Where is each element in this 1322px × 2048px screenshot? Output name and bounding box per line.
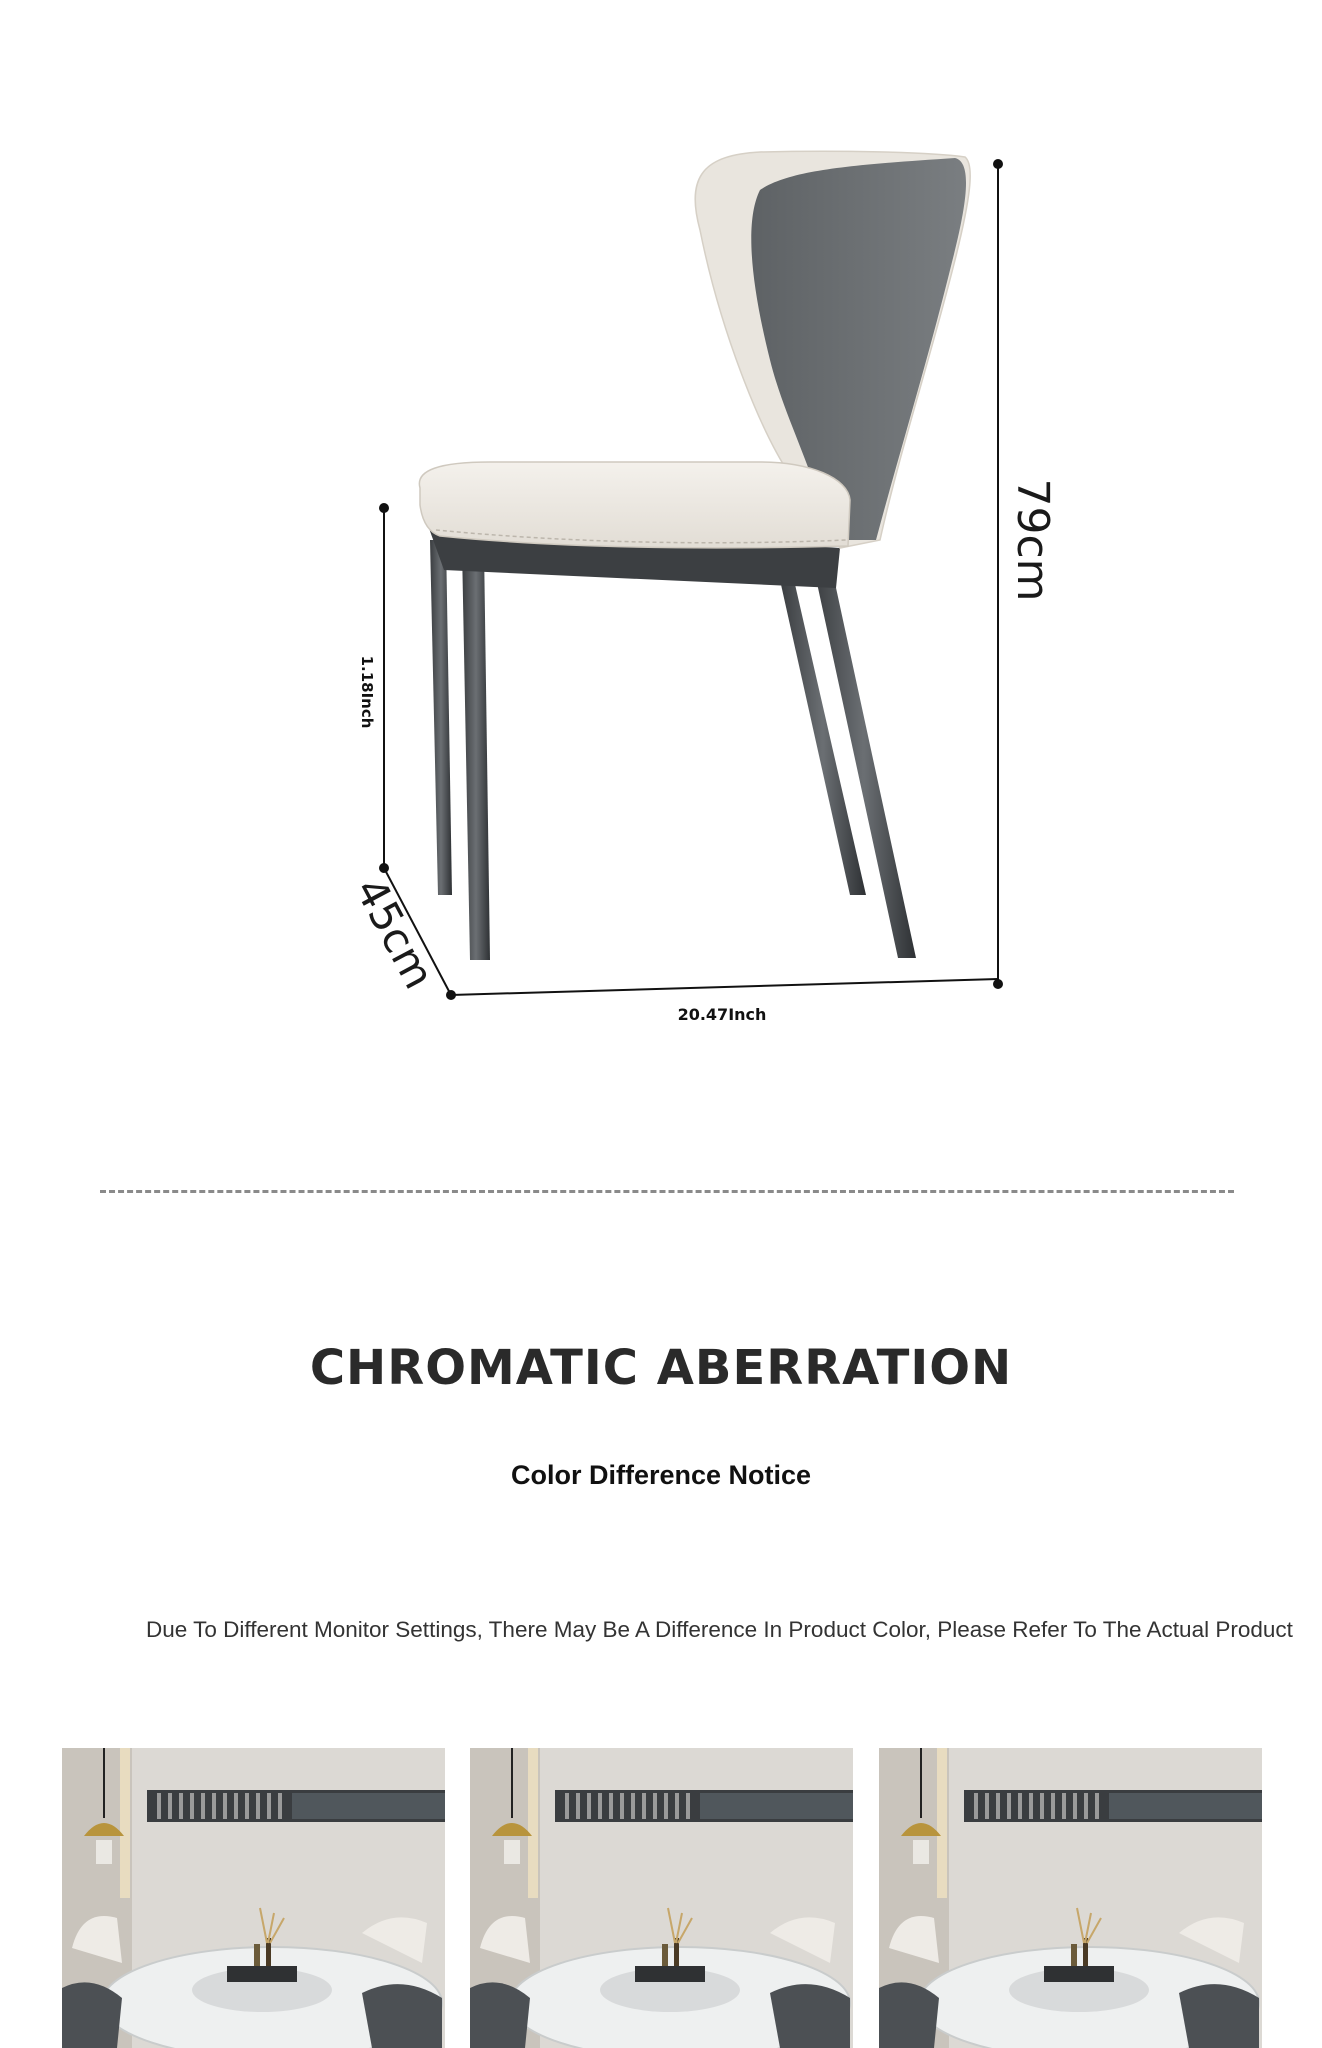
dining-room-photo-2 xyxy=(470,1748,853,2048)
depth-label: 45cm xyxy=(345,869,445,997)
height-line-bottom-dot xyxy=(993,979,1003,989)
dining-room-photo-1 xyxy=(62,1748,445,2048)
height-line-top-dot xyxy=(993,159,1003,169)
dining-room-scene xyxy=(879,1748,1262,2048)
section-subtitle: Color Difference Notice xyxy=(510,1460,812,1490)
dining-room-scene xyxy=(470,1748,853,2048)
dining-room-scene xyxy=(62,1748,445,2048)
seat-height-top-dot xyxy=(379,503,389,513)
dining-room-photo-3 xyxy=(879,1748,1262,2048)
dashed-divider xyxy=(100,1190,1234,1193)
section-title: CHROMATIC ABERRATION xyxy=(309,1340,1013,1396)
color-notice-text: Due To Different Monitor Settings, There May Be A Difference In Product Color, Please Refer To The Actual Product xyxy=(146,1617,1293,1642)
chair-illustration xyxy=(419,151,970,960)
seat-cushion xyxy=(419,462,850,548)
back-left-leg xyxy=(430,540,452,895)
height-label: 79cm xyxy=(1007,478,1058,602)
width-line-left-dot xyxy=(446,990,456,1000)
width-line xyxy=(451,979,998,995)
seat-height-label: 1.18Inch xyxy=(358,655,376,729)
front-left-leg xyxy=(462,548,490,960)
width-label: 20.47Inch xyxy=(677,1005,767,1024)
